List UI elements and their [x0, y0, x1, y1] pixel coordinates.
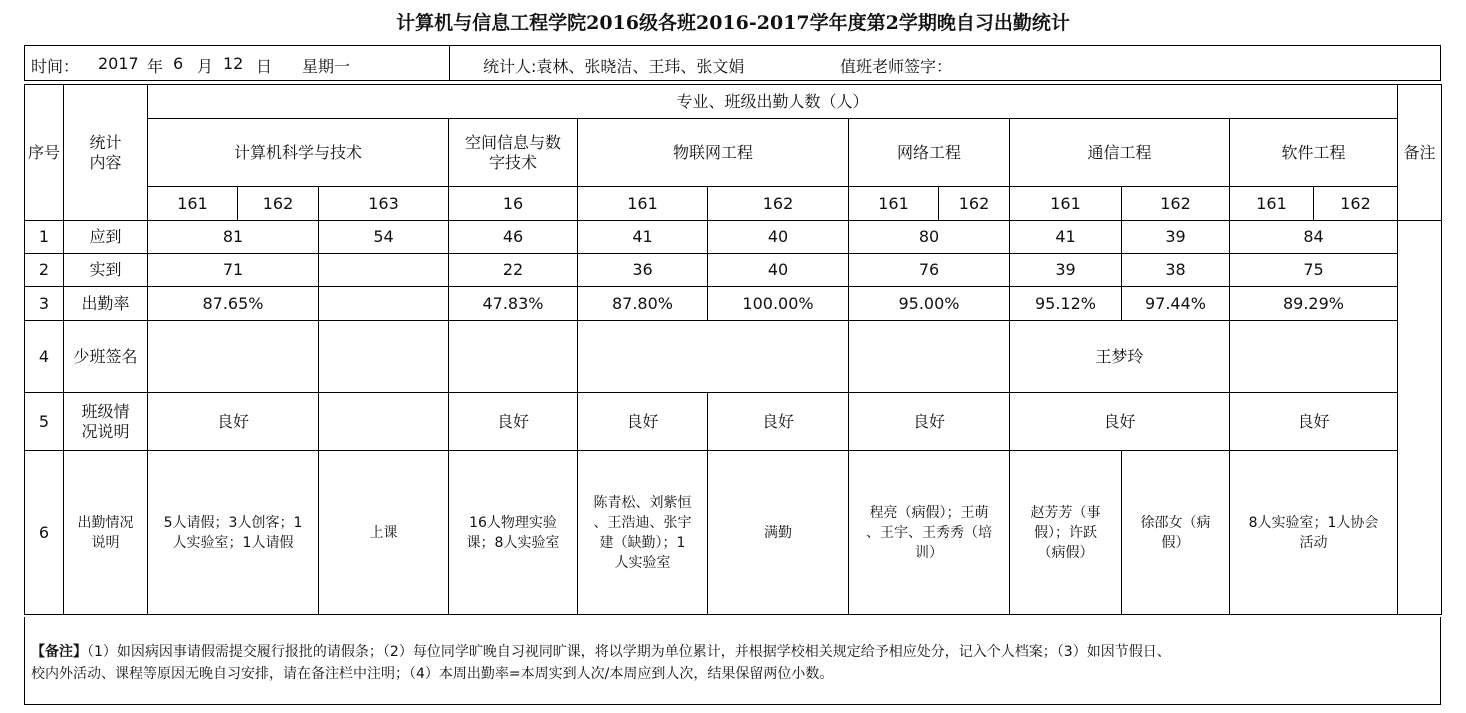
year-unit: 年	[147, 57, 164, 76]
major-spatial: 空间信息与数 字技术	[449, 119, 578, 187]
table-cell: 5人请假；3人创客；1 人实验室；1人请假	[148, 451, 319, 615]
table-cell: 上课	[319, 451, 449, 615]
table-row	[25, 254, 1442, 287]
table-cell: 46	[449, 221, 578, 254]
statistician: 统计人:袁林、张晓洁、王玮、张文娟	[483, 57, 745, 76]
class-cell: 161	[1010, 187, 1122, 221]
class-cell: 16	[449, 187, 578, 221]
signature-cell: 王梦玲	[1010, 321, 1230, 393]
signature-cell	[578, 321, 849, 393]
page-title: 计算机与信息工程学院2016级各班2016-2017学年度第2学期晚自习出勤统计	[396, 12, 1070, 34]
table-row	[25, 221, 1442, 254]
major-cs: 计算机科学与技术	[148, 119, 449, 187]
year-value: 2017	[98, 54, 139, 73]
table-cell: 81	[148, 221, 319, 254]
table-cell: 95.12%	[1010, 287, 1122, 321]
table-cell: 36	[578, 254, 708, 287]
table-cell: 良好	[1230, 393, 1398, 451]
info-divider	[449, 46, 450, 80]
month-value: 6	[173, 54, 184, 73]
table-cell: 39	[1122, 221, 1230, 254]
table-cell: 陈青松、刘紫恒 、王浩迪、张宇 建（缺勤）；1 人实验室	[578, 451, 708, 615]
table-cell: 47.83%	[449, 287, 578, 321]
notes-text-1: （1）如因病因事请假需提交履行报批的请假条；（2）每位同学旷晚自习视同旷课，将以学期为单位累计，并根据学校相关规定给予相应处分，记入个人档案；（3）如因节假日、	[87, 644, 1171, 660]
table-cell: 41	[1010, 221, 1122, 254]
table-cell: 赵芳芳（事 假）；许跃 （病假）	[1010, 451, 1122, 615]
row-number: 6	[25, 451, 64, 615]
day-unit: 日	[256, 57, 273, 76]
table-cell: 41	[578, 221, 708, 254]
table-cell: 良好	[708, 393, 849, 451]
major-network: 网络工程	[849, 119, 1010, 187]
row-label: 出勤情况 说明	[64, 451, 148, 615]
signature-cell	[849, 321, 1010, 393]
major-iot: 物联网工程	[578, 119, 849, 187]
table-cell: 87.80%	[578, 287, 708, 321]
notes-line-1	[31, 641, 1434, 663]
row-number: 3	[25, 287, 64, 321]
table-cell: 良好	[849, 393, 1010, 451]
table-cell: 38	[1122, 254, 1230, 287]
table-cell: 97.44%	[1122, 287, 1230, 321]
row-number: 5	[25, 393, 64, 451]
class-cell: 161	[578, 187, 708, 221]
info-bar	[24, 45, 1441, 81]
table-cell: 95.00%	[849, 287, 1010, 321]
table-cell: 8人实验室；1人协会 活动	[1230, 451, 1398, 615]
table-cell: 75	[1230, 254, 1398, 287]
table-cell: 76	[849, 254, 1010, 287]
table-cell: 87.65%	[148, 287, 319, 321]
table-cell: 良好	[449, 393, 578, 451]
table-cell: 程亮（病假）；王萌 、王宇、王秀秀（培 训）	[849, 451, 1010, 615]
notes-line-2: 校内外活动、课程等原因无晚自习安排，请在备注栏中注明；（4）本周出勤率=本周实到人次/本周应到人次，结果保留两位小数。	[31, 666, 834, 682]
table-cell: 84	[1230, 221, 1398, 254]
table-cell: 40	[708, 254, 849, 287]
class-cell: 161	[1230, 187, 1314, 221]
table-cell: 40	[708, 221, 849, 254]
group-header: 专业、班级出勤人数（人）	[148, 85, 1398, 119]
row-number: 2	[25, 254, 64, 287]
notes-label: 【备注】	[31, 644, 87, 660]
table-cell: 22	[449, 254, 578, 287]
class-cell: 161	[148, 187, 238, 221]
remark-cell	[1398, 221, 1442, 615]
table-cell: 良好	[1010, 393, 1230, 451]
row-label: 少班签名	[64, 321, 148, 393]
row-number: 1	[25, 221, 64, 254]
table-cell	[319, 254, 449, 287]
row-label: 出勤率	[64, 287, 148, 321]
time-label: 时间：	[31, 57, 80, 76]
signature-cell	[449, 321, 578, 393]
major-software: 软件工程	[1230, 119, 1398, 187]
major-telecom: 通信工程	[1010, 119, 1230, 187]
class-cell: 163	[319, 187, 449, 221]
table-row	[25, 287, 1442, 321]
table-cell: 71	[148, 254, 319, 287]
table-cell	[319, 393, 449, 451]
notes-box	[24, 617, 1441, 705]
seq-header: 序号	[25, 85, 64, 221]
table-row	[25, 321, 1442, 393]
signature-cell	[1230, 321, 1398, 393]
table-cell	[319, 287, 449, 321]
table-cell: 良好	[148, 393, 319, 451]
table-cell: 徐邵女（病 假）	[1122, 451, 1230, 615]
remark-header: 备注	[1398, 85, 1442, 221]
table-cell: 54	[319, 221, 449, 254]
month-unit: 月	[197, 57, 214, 76]
day-value: 12	[223, 54, 244, 73]
signature-cell	[319, 321, 449, 393]
teacher-signature-label: 值班老师签字：	[840, 57, 953, 76]
table-cell: 100.00%	[708, 287, 849, 321]
content-header: 统计 内容	[64, 85, 148, 221]
row-label: 应到	[64, 221, 148, 254]
table-cell: 满勤	[708, 451, 849, 615]
class-cell: 162	[1314, 187, 1398, 221]
table-cell: 89.29%	[1230, 287, 1398, 321]
class-cell: 162	[1122, 187, 1230, 221]
attendance-table	[24, 84, 1442, 615]
row-label: 实到	[64, 254, 148, 287]
class-cell: 161	[849, 187, 939, 221]
table-row	[25, 451, 1442, 615]
table-cell: 80	[849, 221, 1010, 254]
weekday: 星期一	[302, 57, 351, 76]
table-row	[25, 393, 1442, 451]
signature-cell	[148, 321, 319, 393]
class-cell: 162	[939, 187, 1010, 221]
table-cell: 16人物理实验 课；8人实验室	[449, 451, 578, 615]
table-cell: 良好	[578, 393, 708, 451]
row-label: 班级情 况说明	[64, 393, 148, 451]
class-cell: 162	[238, 187, 319, 221]
class-cell: 162	[708, 187, 849, 221]
row-number: 4	[25, 321, 64, 393]
table-cell: 39	[1010, 254, 1122, 287]
